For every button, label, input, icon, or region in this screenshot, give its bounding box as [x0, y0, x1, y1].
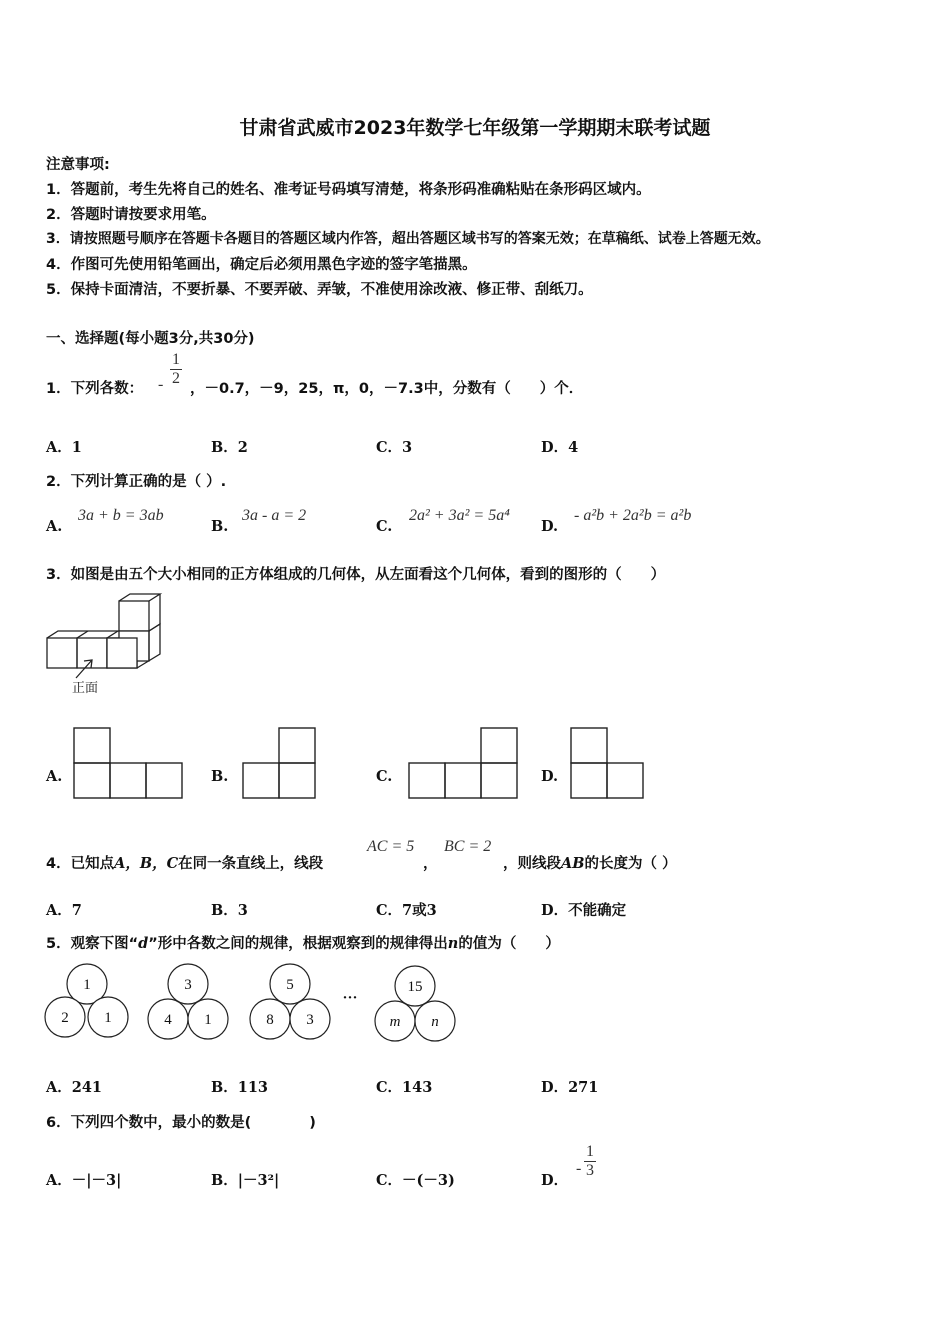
- q5-g3-left: 8: [266, 1012, 274, 1028]
- q6-option-b[interactable]: B．|－3²|: [211, 1172, 280, 1189]
- q1-fraction: [170, 351, 182, 388]
- q5-option-d[interactable]: D．271: [541, 1079, 599, 1096]
- q4-option-d[interactable]: D．不能确定: [541, 902, 627, 919]
- q2-expr-a: 3a + b = 3ab: [78, 507, 164, 524]
- q3-cube-figure: [44, 592, 168, 700]
- q5-g4-left: m: [389, 1014, 401, 1030]
- q3-label-a[interactable]: A.: [46, 768, 63, 785]
- q4-mid: 在同一条直线上，线段: [178, 856, 324, 872]
- q4-expr-bc: BC = 2: [444, 838, 492, 855]
- q4-stem: [46, 852, 323, 873]
- q6-stem: 6．下列四个数中，最小的数是( ): [46, 1115, 316, 1131]
- q6-d-minus: -: [576, 1160, 582, 1177]
- q4-suffix: [503, 852, 677, 873]
- q5-g4-right: n: [431, 1014, 439, 1030]
- q3-stem: 3．如图是由五个大小相同的正方体组成的几何体，从左面看这个几何体，看到的图形的（ ）: [46, 567, 666, 583]
- q2-label-c[interactable]: C.: [376, 518, 393, 535]
- page-title: 甘肃省武威市2023年数学七年级第一学期期末联考试题: [239, 117, 711, 139]
- q6-option-d[interactable]: D．: [541, 1172, 569, 1189]
- q1-option-c[interactable]: C．3: [376, 439, 413, 456]
- q5-stem-c: 的值为（ ）: [458, 936, 560, 952]
- q2-label-a[interactable]: A.: [46, 518, 63, 535]
- q4-comma: ，: [423, 856, 438, 872]
- q2-expr-d: - a²b + 2a²b = a²b: [574, 507, 692, 524]
- q2-expr-b: 3a - a = 2: [242, 507, 307, 524]
- q6-d-fraction: [584, 1143, 596, 1180]
- q1-prefix: 1．下列各数：: [46, 381, 144, 397]
- q5-g3-top: 5: [286, 977, 294, 993]
- q5-stem-b: ”形中各数之间的规律，根据观察到的规律得出: [148, 936, 448, 952]
- q5-option-b[interactable]: B．113: [211, 1079, 269, 1096]
- q3-label-c[interactable]: C.: [376, 768, 393, 785]
- section-heading: 一、选择题(每小题3分,共30分): [46, 331, 255, 347]
- q3-figure-label: 正面: [72, 680, 99, 695]
- q2-stem: 2．下列计算正确的是（ ）.: [46, 474, 227, 490]
- q6-option-c[interactable]: C．－(－3): [376, 1172, 455, 1189]
- q1-option-d[interactable]: D．4: [541, 439, 579, 456]
- q5-g4-top: 15: [407, 979, 423, 995]
- notice-item: 4．作图可先使用铅笔画出，确定后必须用黑色字迹的签字笔描黑。: [46, 257, 477, 273]
- q5-n: n: [447, 935, 459, 952]
- q5-g1-left: 2: [61, 1010, 69, 1026]
- q1-frac-num: 1: [172, 351, 180, 368]
- notice-item: 5．保持卡面清洁，不要折暴、不要弄破、弄皱，不准使用涂改液、修正带、刮纸刀。: [46, 282, 593, 298]
- q4-option-a[interactable]: A．7: [46, 902, 82, 919]
- q1-minus: -: [158, 376, 164, 393]
- q5-g3-right: 3: [306, 1012, 314, 1028]
- q4-expr-ac: AC = 5: [367, 838, 415, 855]
- q5-ellipsis: ···: [342, 990, 358, 1006]
- q4-prefix: 4．已知点: [46, 856, 115, 872]
- q5-stem: [46, 932, 560, 953]
- q4-points: A，B，C: [114, 855, 179, 872]
- q2-label-b[interactable]: B.: [211, 518, 229, 535]
- q5-g1-top: 1: [83, 977, 91, 993]
- notice-item: 3．请按照题号顺序在答题卡各题目的答题区域内作答，超出答题区域书写的答案无效；在草稿纸、试卷上答题无效。: [46, 231, 770, 247]
- notice-item: 2．答题时请按要求用笔。: [46, 207, 216, 223]
- q5-g2-top: 3: [184, 977, 192, 993]
- q3-option-a-figure: [72, 726, 184, 800]
- q2-label-d[interactable]: D.: [541, 518, 559, 535]
- notice-heading: 注意事项:: [46, 157, 110, 173]
- q4-suffix-b: 的长度为（ ）: [584, 856, 677, 872]
- q5-option-c[interactable]: C．143: [376, 1079, 433, 1096]
- q4-seg: AB: [561, 855, 585, 872]
- q5-d: d: [138, 935, 149, 952]
- q4-option-b[interactable]: B．3: [211, 902, 248, 919]
- q3-option-b-figure: [241, 726, 319, 800]
- q6-option-a[interactable]: A．－|－3|: [46, 1172, 122, 1189]
- q2-expr-c: 2a² + 3a² = 5a⁴: [409, 507, 510, 524]
- q3-label-d[interactable]: D.: [541, 768, 559, 785]
- q6-frac-num: 1: [586, 1143, 594, 1160]
- q1-rest: ，－0.7，－9，25，π，0，－7.3中，分数有（ ）个．: [190, 381, 584, 397]
- q5-circle-figure: [40, 958, 470, 1048]
- q1-frac-den: 2: [172, 370, 180, 387]
- q1-option-a[interactable]: A．1: [46, 439, 82, 456]
- notice-item: 1．答题前，考生先将自己的姓名、准考证号码填写清楚，将条形码准确粘贴在条形码区域内。: [46, 182, 651, 198]
- q5-g1-right: 1: [104, 1010, 112, 1026]
- q5-option-a[interactable]: A．241: [46, 1079, 103, 1096]
- q3-option-c-figure: [407, 726, 521, 800]
- q5-stem-a: 5．观察下图“: [46, 936, 139, 952]
- q5-g2-left: 4: [164, 1012, 172, 1028]
- q3-option-d-figure: [569, 726, 647, 800]
- q1-option-b[interactable]: B．2: [211, 439, 248, 456]
- q4-option-c[interactable]: C．7或3: [376, 902, 437, 919]
- q5-g2-right: 1: [204, 1012, 212, 1028]
- q3-label-b[interactable]: B.: [211, 768, 229, 785]
- q6-frac-den: 3: [586, 1162, 594, 1179]
- q4-suffix-a: ，则线段: [503, 856, 561, 872]
